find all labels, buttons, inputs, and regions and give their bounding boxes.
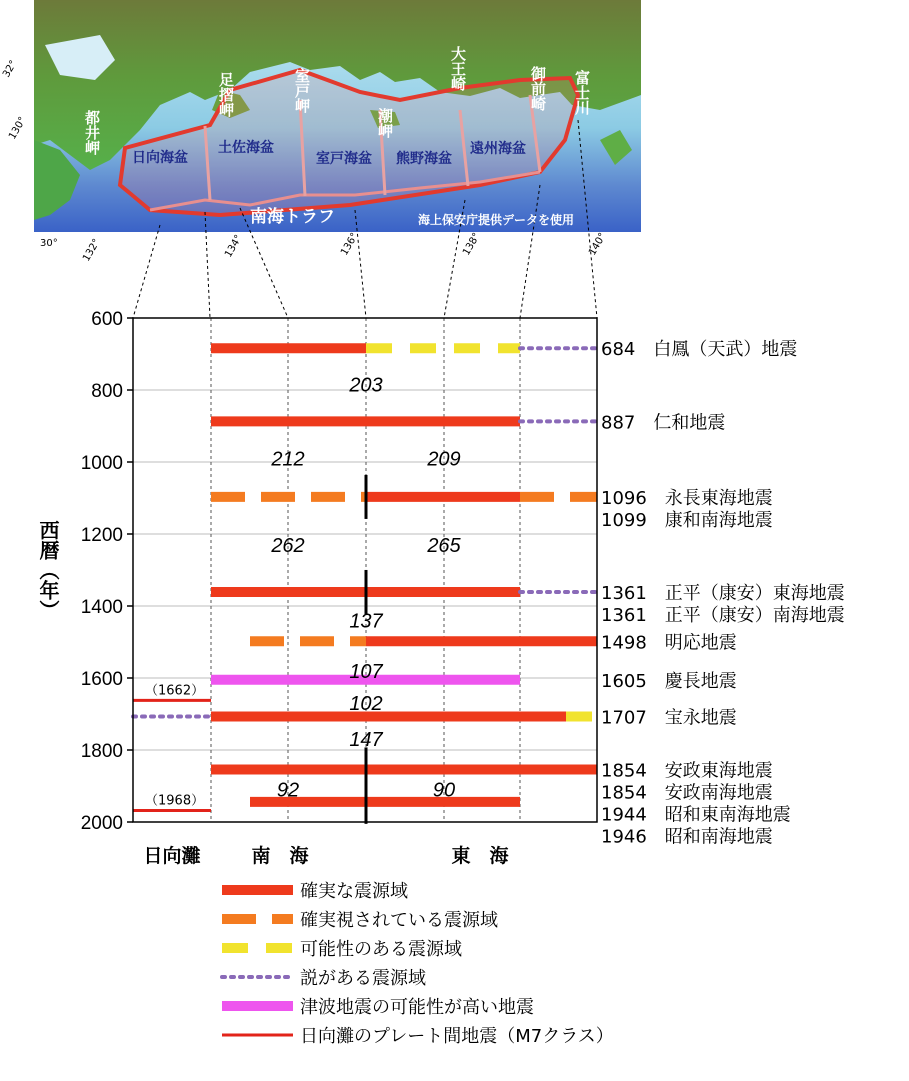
lat-label-30-left: 130° (7, 115, 29, 142)
interval-label: 212 (271, 448, 305, 471)
hyuganada-event-label: （1968） (145, 793, 205, 809)
legend-label: 説がある震源域 (300, 968, 426, 989)
y-tick-label: 1800 (80, 741, 123, 762)
y-tick-label: 1600 (80, 669, 123, 690)
earthquake-timeline-chart (36, 309, 845, 867)
interval-label: 137 (349, 610, 383, 633)
map-credit: 海上保安庁提供データを使用 (418, 213, 575, 227)
region-label-muroto: 室戸海盆 (316, 151, 372, 167)
cape-label-shio: 潮岬 (376, 108, 394, 138)
interval-label: 262 (271, 534, 305, 557)
lat-label-32: 32° (1, 58, 20, 80)
interval-label: 92 (276, 779, 300, 802)
cape-label-muroto: 室戸岬 (293, 68, 311, 113)
event-labels (601, 339, 845, 847)
event-label: 684 白鳳（天武）地震 (601, 339, 798, 361)
y-tick-label: 1000 (80, 453, 123, 474)
legend-label: 確実視されている震源域 (300, 910, 498, 931)
region-label-kumano: 熊野海盆 (396, 151, 452, 167)
y-axis-label: 西暦（年） (36, 520, 60, 620)
source-region-map (1, 0, 641, 318)
legend-label: 日向灘のプレート間地震（M7クラス） (300, 1026, 614, 1047)
interval-label: 209 (427, 448, 461, 471)
cape-label-daio: 大王崎 (449, 46, 467, 91)
y-tick-label: 2000 (80, 813, 123, 834)
region-label-enshu: 遠州海盆 (470, 141, 526, 157)
event-label: 1096 永長東海地震 (601, 487, 773, 509)
hyuganada-event-label: （1662） (145, 683, 205, 699)
event-label: 1854 安政南海地震 (601, 782, 773, 804)
y-tick-label: 800 (91, 381, 123, 402)
x-label: 日向灘 (143, 845, 201, 867)
legend-label: 確実な震源域 (300, 881, 408, 902)
y-tick-label: 1400 (80, 597, 123, 618)
interval-label: 203 (349, 374, 383, 397)
event-label: 1361 正平（康安）南海地震 (601, 604, 845, 626)
region-label-hyuga: 日向海盆 (132, 150, 188, 166)
event-label: 1099 康和南海地震 (601, 509, 773, 531)
x-label: 東 海 (451, 845, 509, 867)
event-label: 887 仁和地震 (601, 412, 726, 434)
trough-label: 南海トラフ (250, 207, 335, 227)
interval-label: 265 (427, 534, 461, 557)
interval-label: 90 (432, 779, 456, 802)
legend (222, 881, 614, 1047)
event-label: 1946 昭和南海地震 (601, 826, 773, 848)
event-label: 1361 正平（康安）東海地震 (601, 582, 845, 604)
y-tick-label: 600 (91, 309, 123, 330)
lon-label-134: 134° (223, 233, 245, 260)
cape-label-omaezaki: 御前崎 (529, 66, 547, 111)
event-label: 1944 昭和東南海地震 (601, 804, 791, 826)
lon-label-138: 138° (461, 231, 483, 258)
cape-label-toi: 都井岬 (83, 110, 101, 155)
lon-label-136: 136° (339, 231, 361, 258)
lon-label-30: 30° (40, 238, 58, 249)
lon-label-140: 140° (587, 231, 609, 258)
x-labels (143, 844, 509, 867)
cape-label-ashizuri: 足摺岬 (217, 72, 235, 117)
cape-label-fujikawa: 富士川 (573, 70, 591, 115)
event-label: 1605 慶長地震 (601, 670, 737, 692)
y-ticks (81, 309, 133, 834)
event-label: 1707 宝永地震 (601, 707, 737, 729)
y-tick-label: 1200 (80, 525, 123, 546)
event-label: 1498 明応地震 (601, 632, 737, 654)
region-label-tosa: 土佐海盆 (218, 140, 274, 156)
legend-label: 津波地震の可能性が高い地震 (300, 997, 534, 1018)
legend-label: 可能性のある震源域 (300, 939, 462, 960)
x-label: 南 海 (251, 845, 309, 867)
lon-label-132: 132° (81, 237, 103, 264)
event-label: 1854 安政東海地震 (601, 760, 773, 782)
interval-label: 102 (349, 693, 383, 716)
interval-label: 107 (349, 660, 383, 683)
interval-label: 147 (349, 729, 383, 752)
